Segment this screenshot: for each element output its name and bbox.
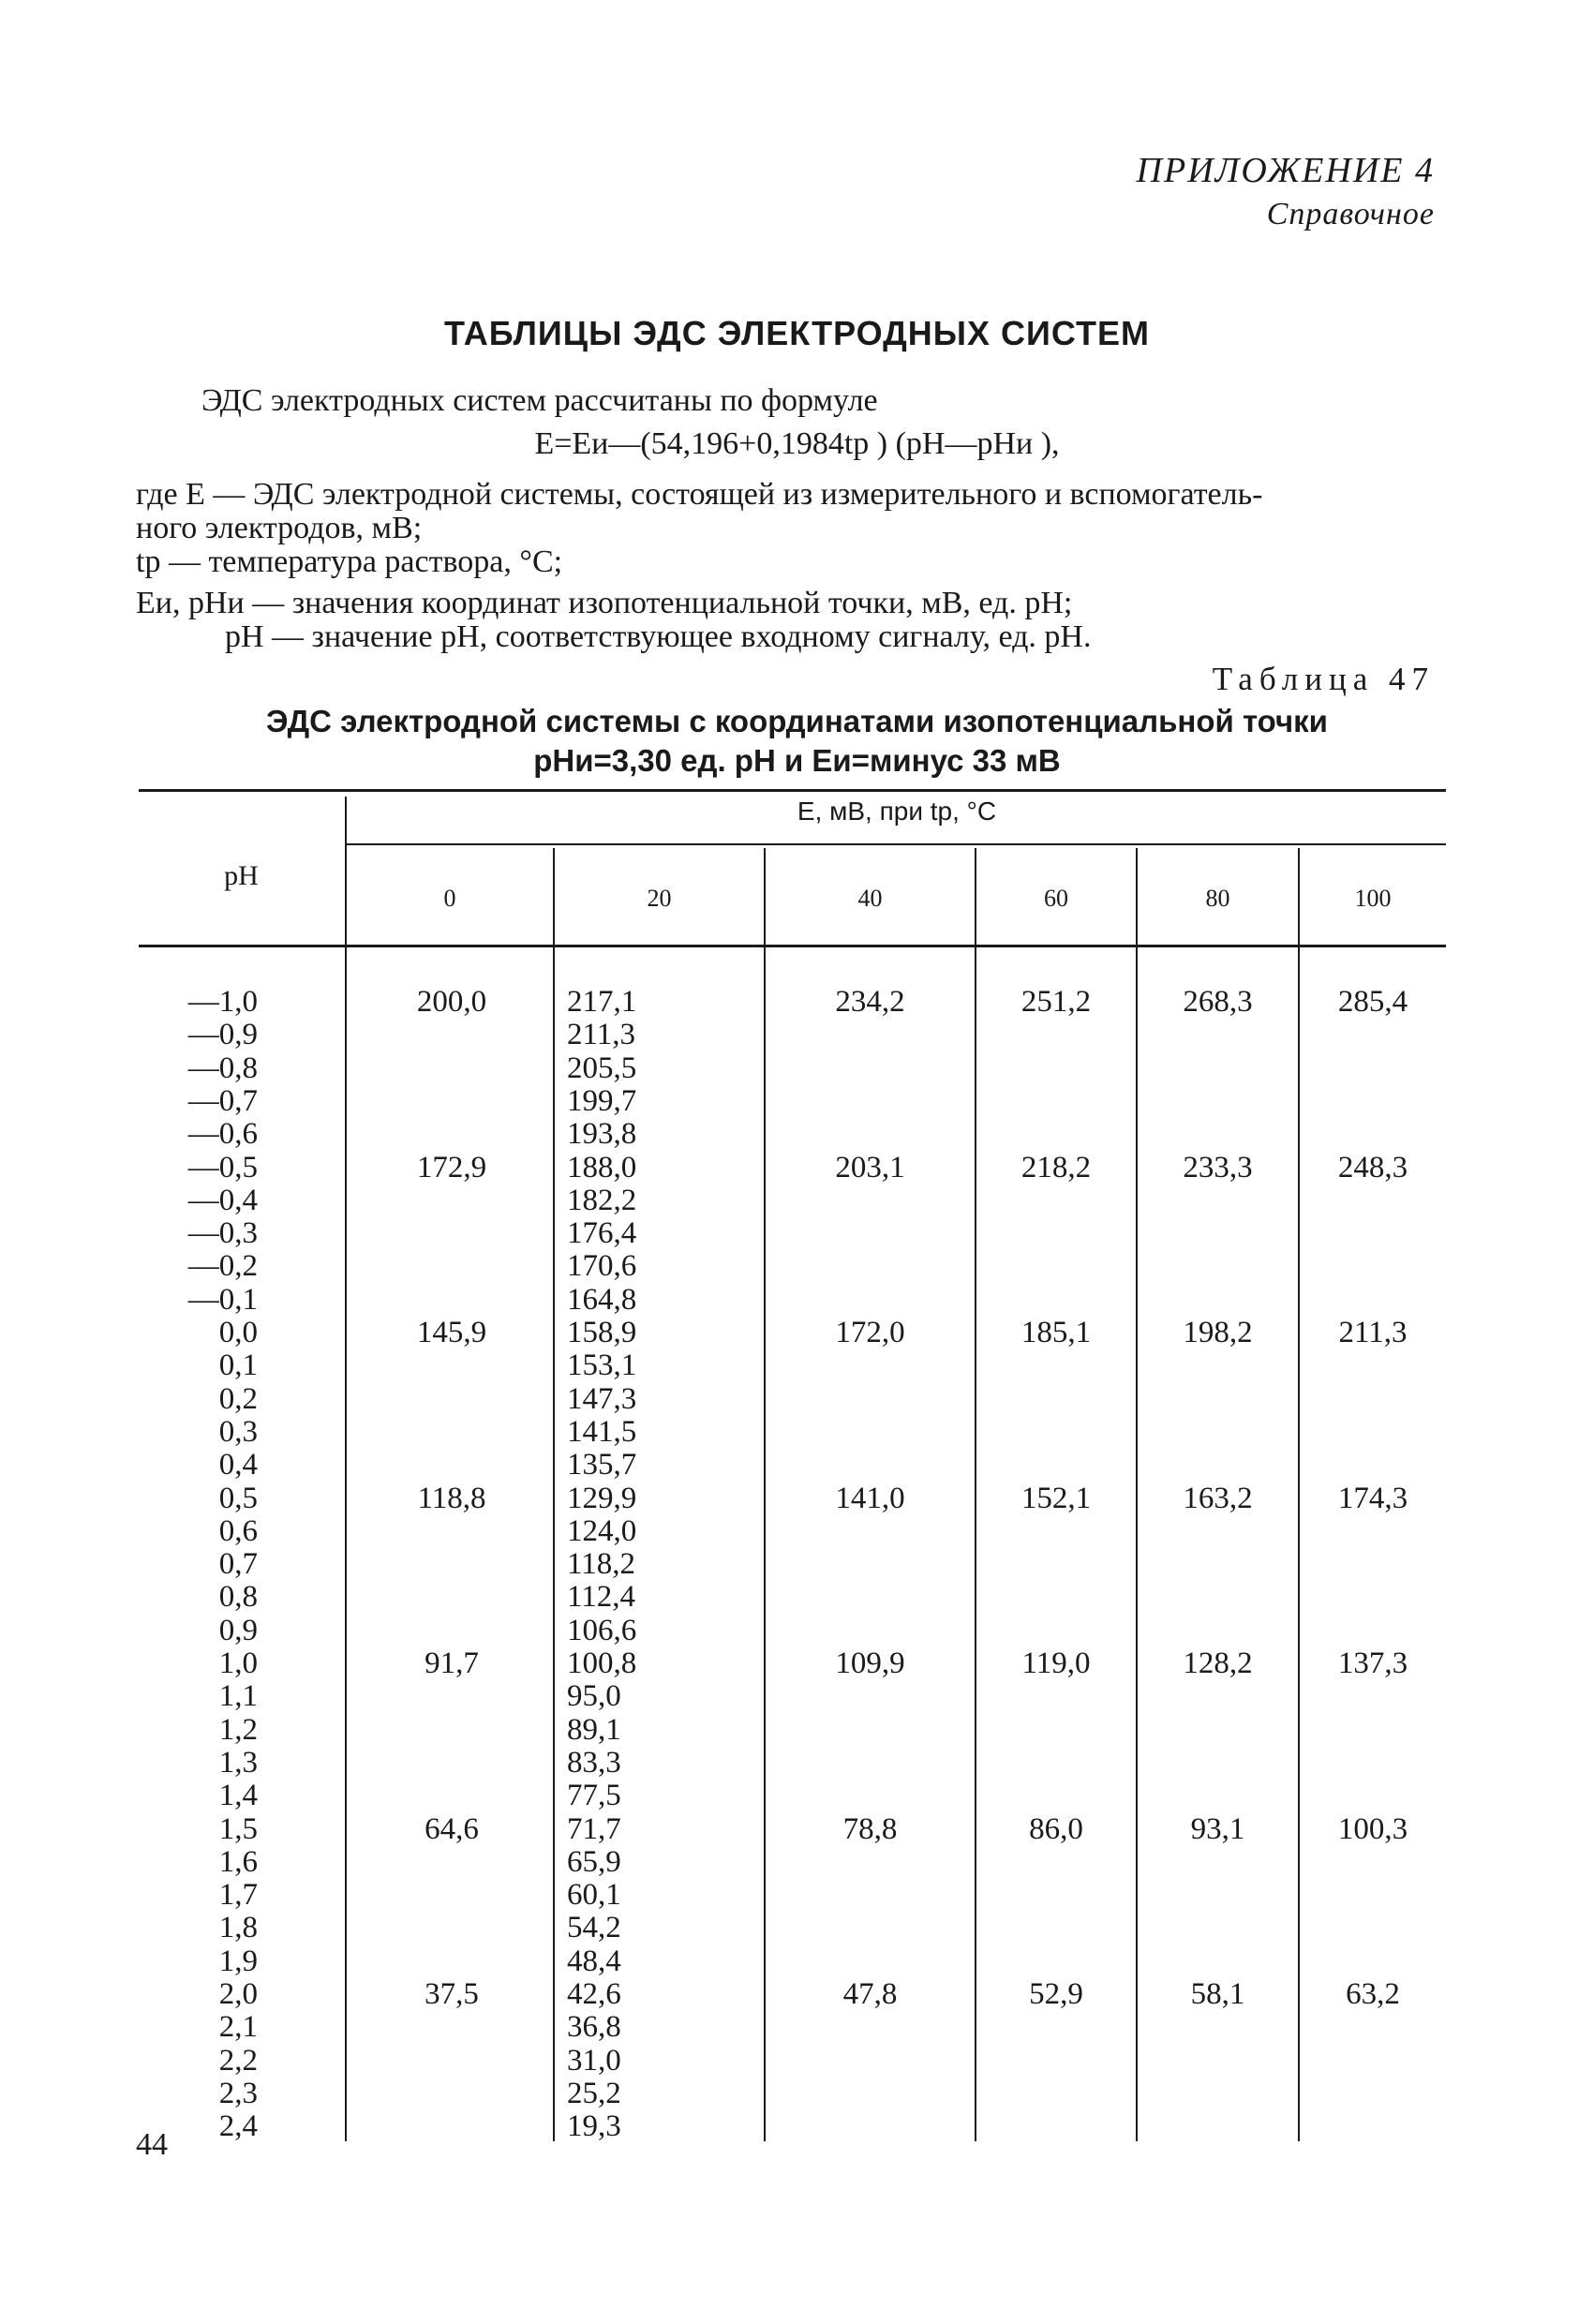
definition-line-4: Eи, pHи — значения координат изопотенциальной точки, мВ, ед. pH; bbox=[136, 586, 1073, 620]
ph-value: 2,0 bbox=[218, 1977, 258, 2011]
table-caption-line-2: pHи=3,30 ед. pH и Eи=минус 33 мВ bbox=[533, 743, 1061, 778]
cell-t20: 193,8 bbox=[567, 1117, 637, 1152]
cell-t20: 129,9 bbox=[567, 1481, 637, 1515]
cell-t20: 205,5 bbox=[567, 1050, 637, 1085]
column-divider bbox=[345, 797, 347, 2141]
cell-t80: 93,1 bbox=[1190, 1811, 1245, 1846]
appendix-heading bbox=[1137, 148, 1435, 236]
ph-value: 0,4 bbox=[218, 1448, 258, 1482]
cell-t60: 119,0 bbox=[1021, 1646, 1091, 1680]
cell-t20: 25,2 bbox=[567, 2076, 621, 2110]
cell-t40: 203,1 bbox=[835, 1150, 905, 1184]
cell-t40: 141,0 bbox=[835, 1481, 905, 1515]
ph-value: —0,6 bbox=[187, 1117, 258, 1152]
cell-t40: 234,2 bbox=[835, 985, 905, 1019]
cell-t60: 86,0 bbox=[1029, 1811, 1083, 1846]
header-temp-40: 40 bbox=[857, 885, 883, 912]
header-temp-20: 20 bbox=[647, 885, 672, 912]
ph-value: —0,1 bbox=[187, 1282, 258, 1317]
cell-t80: 233,3 bbox=[1183, 1150, 1253, 1184]
cell-t20: 153,1 bbox=[567, 1348, 637, 1383]
cell-t20: 124,0 bbox=[567, 1513, 637, 1548]
cell-t100: 211,3 bbox=[1338, 1316, 1408, 1349]
cell-t20: 182,2 bbox=[567, 1183, 637, 1217]
cell-t40: 109,9 bbox=[835, 1646, 905, 1680]
cell-t20: 48,4 bbox=[567, 1944, 621, 1978]
cell-t80: 268,3 bbox=[1183, 985, 1253, 1019]
cell-t20: 19,3 bbox=[567, 2109, 621, 2144]
cell-t0: 37,5 bbox=[425, 1977, 479, 2011]
cell-t20: 100,8 bbox=[567, 1646, 637, 1680]
ph-value: 1,8 bbox=[218, 1911, 258, 1945]
ph-value: —1,0 bbox=[187, 985, 258, 1019]
cell-t60: 52,9 bbox=[1029, 1977, 1083, 2011]
header-ph: pH bbox=[224, 860, 259, 891]
cell-t0: 118,8 bbox=[417, 1481, 486, 1515]
ph-value: 1,4 bbox=[218, 1779, 258, 1813]
ph-value: —0,3 bbox=[187, 1216, 258, 1251]
cell-t20: 176,4 bbox=[567, 1216, 637, 1251]
definition-line-3: tр — температура раствора, °C; bbox=[136, 544, 563, 579]
ph-value: —0,8 bbox=[187, 1050, 258, 1085]
cell-t20: 42,6 bbox=[567, 1977, 621, 2011]
cell-t40: 78,8 bbox=[842, 1811, 898, 1846]
cell-t20: 95,0 bbox=[567, 1679, 621, 1714]
cell-t20: 188,0 bbox=[567, 1150, 637, 1184]
ph-value: 0,9 bbox=[218, 1613, 258, 1647]
header-temp-80: 80 bbox=[1205, 885, 1230, 912]
ph-value: 0,5 bbox=[218, 1481, 258, 1515]
cell-t20: 60,1 bbox=[567, 1878, 621, 1913]
ph-value: 1,7 bbox=[218, 1878, 258, 1913]
table-caption-line-1: ЭДС электродной системы с координатами изопотенциальной точки bbox=[266, 704, 1328, 738]
cell-t20: 54,2 bbox=[567, 1911, 621, 1945]
header-temp-60: 60 bbox=[1044, 885, 1068, 912]
cell-t20: 65,9 bbox=[567, 1844, 621, 1879]
cell-t20: 106,6 bbox=[567, 1613, 637, 1647]
cell-t20: 31,0 bbox=[567, 2043, 621, 2078]
cell-t20: 118,2 bbox=[567, 1547, 636, 1582]
ph-value: —0,4 bbox=[187, 1183, 258, 1217]
ph-value: —0,2 bbox=[187, 1249, 258, 1284]
cell-t100: 285,4 bbox=[1337, 985, 1408, 1019]
definition-line-5: pH — значение pH, соответствующее входному сигналу, ед. pH. bbox=[225, 619, 1092, 654]
ph-value: 1,0 bbox=[218, 1646, 258, 1680]
ph-value: —0,9 bbox=[187, 1018, 258, 1052]
header-bottom-rule bbox=[139, 945, 1446, 947]
cell-t0: 91,7 bbox=[425, 1646, 479, 1680]
ph-value: —0,5 bbox=[187, 1150, 258, 1184]
definition-line-1: где E — ЭДС электродной системы, состоящей из измерительного и вспомогатель- bbox=[136, 477, 1263, 512]
header-divider bbox=[347, 843, 1446, 845]
cell-t60: 251,2 bbox=[1020, 985, 1092, 1019]
ph-value: 1,9 bbox=[218, 1944, 258, 1978]
ph-value: 1,6 bbox=[218, 1844, 258, 1879]
appendix-sublabel: Справочное bbox=[1266, 197, 1435, 231]
intro-text: ЭДС электродных систем рассчитаны по формуле bbox=[201, 383, 878, 418]
ph-value: 0,6 bbox=[218, 1513, 258, 1548]
ph-value: 0,2 bbox=[218, 1381, 258, 1416]
cell-t0: 145,9 bbox=[416, 1316, 487, 1349]
table-top-rule bbox=[139, 789, 1446, 792]
ph-value: 2,2 bbox=[218, 2043, 258, 2078]
cell-t60: 218,2 bbox=[1020, 1150, 1092, 1184]
table-label: Таблица 47 bbox=[1212, 661, 1435, 697]
ph-value: 2,4 bbox=[218, 2109, 258, 2144]
cell-t60: 185,1 bbox=[1020, 1316, 1092, 1349]
header-temp-100: 100 bbox=[1354, 885, 1392, 912]
cell-t80: 58,1 bbox=[1190, 1977, 1245, 2011]
cell-t20: 170,6 bbox=[567, 1249, 637, 1284]
cell-t100: 63,2 bbox=[1346, 1977, 1400, 2011]
cell-t20: 71,7 bbox=[567, 1811, 621, 1846]
cell-t20: 36,8 bbox=[567, 2010, 621, 2045]
cell-t20: 217,1 bbox=[567, 985, 637, 1019]
cell-t40: 172,0 bbox=[835, 1316, 905, 1349]
header-temp-0: 0 bbox=[443, 885, 456, 912]
header-group-title: E, мВ, при tр, °C bbox=[797, 797, 997, 826]
ph-value: 2,1 bbox=[218, 2010, 258, 2045]
ph-value: 0,8 bbox=[218, 1580, 258, 1615]
ph-value: —0,7 bbox=[187, 1083, 258, 1118]
ph-value: 1,2 bbox=[218, 1712, 258, 1747]
cell-t100: 137,3 bbox=[1337, 1646, 1408, 1680]
cell-t40: 47,8 bbox=[842, 1977, 898, 2011]
formula: E=Eи—(54,196+0,1984tр ) (pH—pHи ), bbox=[534, 426, 1060, 461]
cell-t20: 199,7 bbox=[567, 1083, 637, 1118]
cell-t0: 172,9 bbox=[416, 1150, 487, 1184]
cell-t80: 198,2 bbox=[1183, 1316, 1253, 1349]
ph-value: 1,5 bbox=[218, 1811, 258, 1846]
cell-t100: 174,3 bbox=[1337, 1481, 1408, 1515]
cell-t0: 200,0 bbox=[416, 985, 487, 1019]
cell-t80: 163,2 bbox=[1183, 1481, 1253, 1515]
cell-t20: 77,5 bbox=[567, 1779, 621, 1813]
cell-t20: 164,8 bbox=[567, 1282, 637, 1317]
cell-t20: 147,3 bbox=[567, 1381, 637, 1416]
cell-t80: 128,2 bbox=[1183, 1646, 1253, 1680]
cell-t20: 83,3 bbox=[567, 1745, 621, 1780]
definition-line-2: ного электродов, мВ; bbox=[136, 511, 423, 545]
ph-value: 0,7 bbox=[218, 1547, 258, 1582]
page-number: 44 bbox=[136, 2127, 168, 2162]
ph-value: 0,3 bbox=[218, 1414, 258, 1449]
page-title: ТАБЛИЦЫ ЭДС ЭЛЕКТРОДНЫХ СИСТЕМ bbox=[443, 314, 1151, 352]
cell-t20: 112,4 bbox=[567, 1580, 636, 1615]
cell-t60: 152,1 bbox=[1020, 1481, 1092, 1515]
ph-value: 1,3 bbox=[218, 1745, 258, 1780]
cell-t100: 100,3 bbox=[1337, 1811, 1408, 1846]
appendix-label: ПРИЛОЖЕНИЕ 4 bbox=[1136, 151, 1435, 190]
ph-value: 0,1 bbox=[218, 1348, 258, 1383]
cell-t20: 211,3 bbox=[567, 1018, 636, 1052]
cell-t20: 89,1 bbox=[567, 1712, 621, 1747]
cell-t20: 141,5 bbox=[567, 1414, 637, 1449]
ph-value: 0,0 bbox=[218, 1316, 258, 1349]
ph-value: 2,3 bbox=[218, 2076, 258, 2110]
ph-value: 1,1 bbox=[218, 1679, 258, 1714]
cell-t20: 135,7 bbox=[567, 1448, 637, 1482]
cell-t20: 158,9 bbox=[567, 1316, 637, 1349]
cell-t0: 64,6 bbox=[425, 1811, 479, 1846]
cell-t100: 248,3 bbox=[1337, 1150, 1408, 1184]
